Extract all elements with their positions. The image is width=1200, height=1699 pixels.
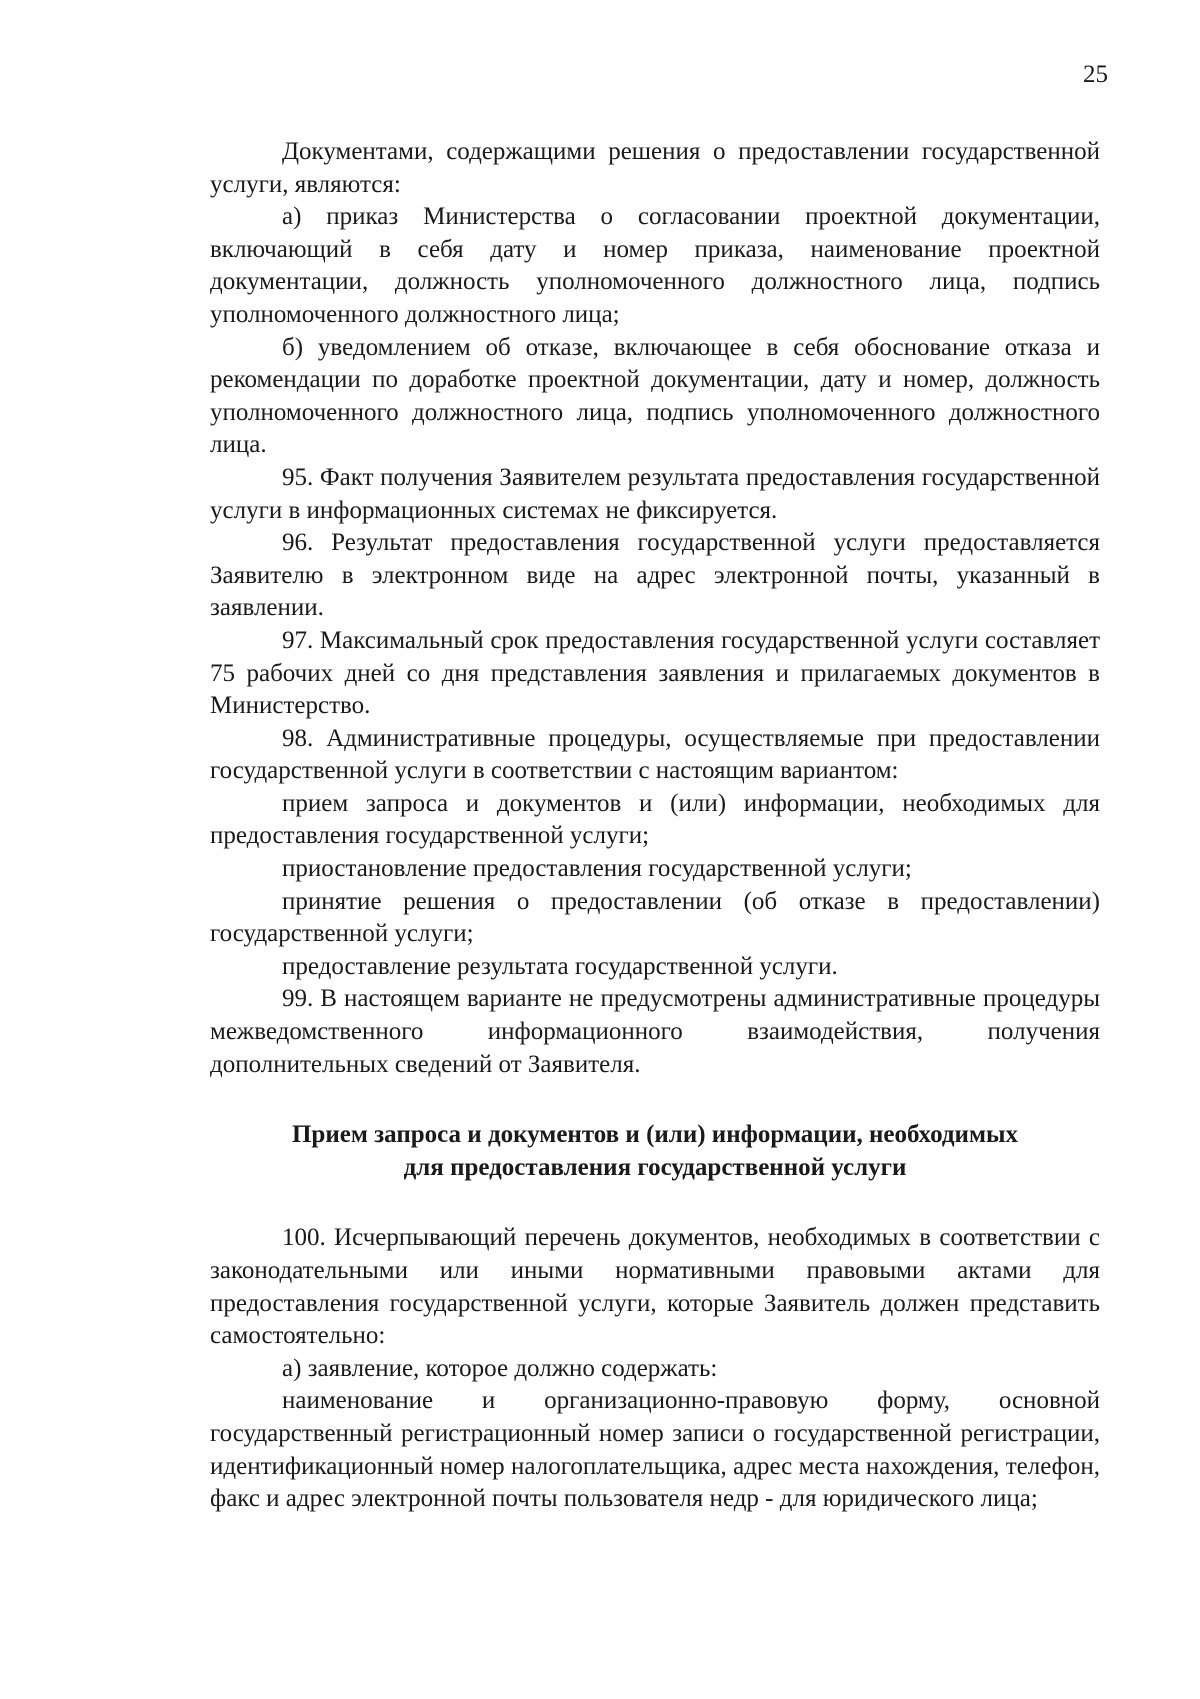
- paragraph-98: 98. Административные процедуры, осуществляемые при предоставлении государственной услуги в соответствии с настоящим вариантом:: [210, 724, 1100, 785]
- paragraph-97: 97. Максимальный срок предоставления государственной услуги составляет 75 рабочих дней со дня представления заявления и прилагаемых документов в Министерство.: [210, 626, 1100, 720]
- procedure-item-result-delivery: предоставление результата государственной услуги.: [282, 952, 838, 980]
- paragraph-95: 95. Факт получения Заявителем результата предоставления государственной услуги в информационных системах не фиксируется.: [210, 463, 1100, 524]
- section-heading-line-1: Прием запроса и документов и (или) информации, необходимых: [291, 1121, 1018, 1149]
- paragraph-decision-documents: Документами, содержащими решения о предоставлении государственной услуги, являются:: [210, 138, 1100, 198]
- paragraph-item-a-order: а) приказ Министерства о согласовании проектной документации, включающий в себя дату и номер приказа, наименование проектной документации, должность уполномоченного должностного лица, подпись уполномоченного должностного лица;: [210, 203, 1100, 328]
- procedure-item-request-intake: прием запроса и документов и (или) информации, необходимых для предоставления государственной услуги;: [210, 789, 1100, 850]
- paragraph-96: 96. Результат предоставления государственной услуги предоставляется Заявителю в электронном виде на адрес электронной почты, указанный в заявлении.: [210, 529, 1100, 622]
- paragraph-legal-entity-details: наименование и организационно-правовую форму, основной государственный регистрационный номер записи о государственной регистрации, идентификационный номер налогоплательщика, адрес места нахождения, телефон, факс и адрес электронной почты пользователя недр - для юридического лица;: [210, 1387, 1100, 1513]
- paragraph-100: 100. Исчерпывающий перечень документов, необходимых в соответствии с законодательными или иными нормативными правовыми актами для предоставления государственной услуги, которые Заявитель должен представить самостоятельно:: [210, 1224, 1100, 1350]
- procedure-item-decision: принятие решения о предоставлении (об отказе в предоставлении) государственной услуги;: [210, 887, 1100, 948]
- document-body: [210, 136, 1100, 1516]
- procedure-item-suspension: приостановление предоставления государственной услуги;: [282, 855, 912, 883]
- section-heading-line-2: для предоставления государственной услуги: [403, 1153, 907, 1181]
- paragraph-item-a-application: а) заявление, которое должно содержать:: [282, 1354, 718, 1382]
- section-heading: [210, 1119, 1100, 1184]
- paragraph-item-b-refusal: б) уведомлением об отказе, включающее в себя обоснование отказа и рекомендации по доработке проектной документации, дату и номер, должность уполномоченного должностного лица, подпись уполномоченного должностного лица.: [210, 333, 1100, 459]
- paragraph-99: 99. В настоящем варианте не предусмотрены административные процедуры межведомственного информационного взаимодействия, получения дополнительных сведений от Заявителя.: [210, 985, 1100, 1078]
- page-number: 25: [1083, 61, 1108, 88]
